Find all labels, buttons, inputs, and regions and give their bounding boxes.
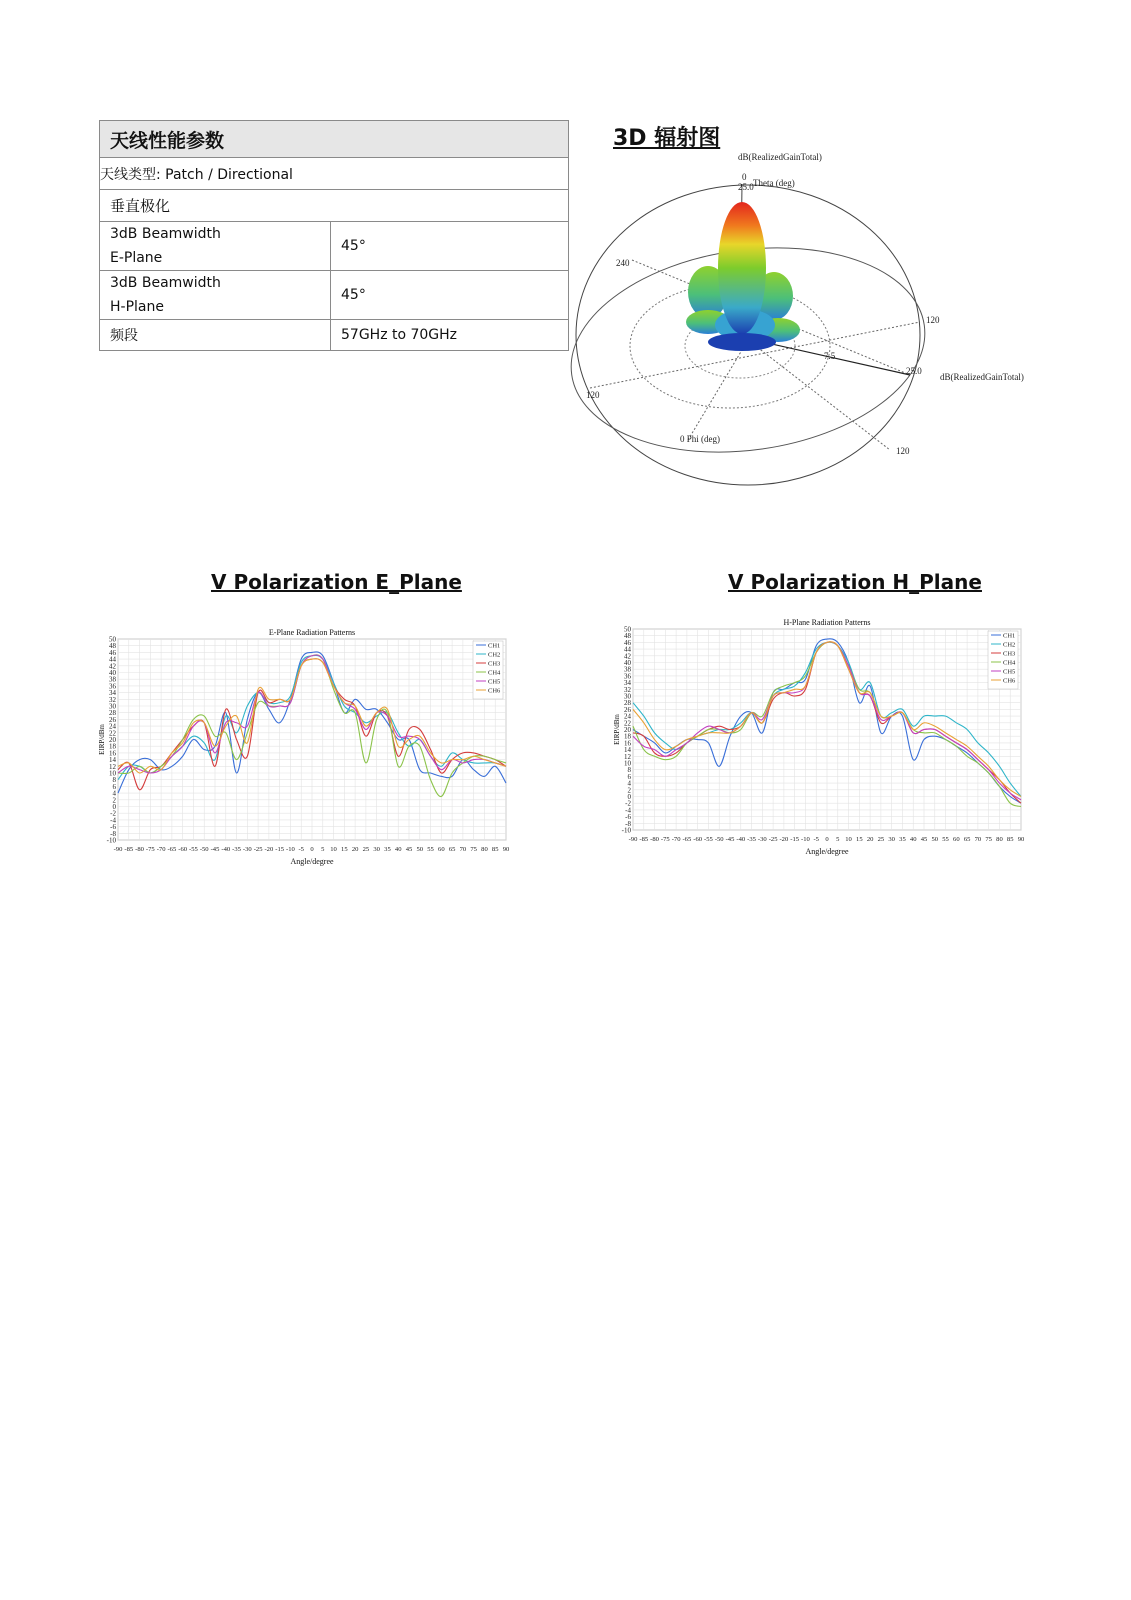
y-tick-label: -8	[625, 819, 631, 828]
gain-top-label: dB(RealizedGainTotal)	[738, 152, 822, 162]
y-tick-label: 42	[109, 662, 116, 671]
x-tick-label: -80	[650, 836, 659, 843]
legend-label: CH1	[1003, 632, 1016, 640]
x-tick-label: 80	[481, 846, 488, 853]
x-tick-label: -75	[145, 846, 155, 853]
y-tick-label: 44	[109, 655, 116, 664]
y-tick-label: -10	[106, 836, 116, 845]
legend-label: CH6	[488, 687, 501, 695]
y-tick-label: 34	[109, 689, 116, 698]
e-plane-beamwidth-value: 45°	[331, 222, 569, 271]
x-tick-label: 50	[931, 836, 939, 843]
x-tick-label: 5	[321, 846, 325, 853]
x-axis-label: Angle/degree	[805, 847, 849, 856]
legend-label: CH6	[1003, 677, 1016, 685]
y-tick-label: 24	[624, 712, 631, 721]
y-tick-label: 6	[627, 772, 631, 781]
y-tick-label: 4	[112, 789, 116, 798]
y-tick-label: 48	[624, 632, 631, 641]
radiation-3d-title: 3D 辐射图	[613, 126, 721, 151]
y-tick-label: 32	[109, 695, 116, 704]
y-tick-label: 12	[109, 762, 116, 771]
legend-label: CH3	[488, 660, 501, 668]
x-tick-label: -5	[813, 836, 819, 843]
band-value: 57GHz to 70GHz	[331, 320, 569, 351]
y-tick-label: 2	[112, 796, 116, 805]
x-tick-label: -50	[199, 846, 209, 853]
e-plane-heading: V Polarization E_Plane	[211, 570, 462, 594]
y-tick-label: 20	[624, 726, 631, 734]
y-tick-label: 48	[109, 642, 116, 651]
x-tick-label: -65	[682, 836, 692, 843]
y-tick-label: 12	[624, 752, 631, 761]
y-tick-label: 22	[624, 719, 631, 728]
x-tick-label: 90	[502, 846, 510, 853]
y-tick-label: 14	[109, 756, 116, 765]
x-tick-label: -40	[736, 836, 746, 843]
y-tick-label: 8	[627, 766, 631, 775]
x-tick-label: 25	[877, 836, 885, 843]
y-tick-label: 28	[109, 709, 116, 718]
y-tick-label: 40	[109, 669, 116, 677]
x-tick-label: -30	[242, 846, 252, 853]
y-tick-label: 46	[109, 648, 116, 657]
x-tick-label: 40	[394, 846, 402, 853]
zero-label: 0	[742, 172, 747, 182]
x-tick-label: 0	[825, 836, 829, 843]
axis-line	[688, 340, 748, 440]
e-plane-chart-svg	[98, 625, 526, 900]
h-plane-beamwidth-row	[100, 271, 569, 320]
y-tick-label: 46	[624, 638, 631, 647]
x-tick-label: -65	[167, 846, 177, 853]
x-tick-label: 15	[856, 836, 863, 843]
band-label: 频段	[100, 320, 331, 351]
y-tick-label: 6	[112, 782, 116, 791]
antenna-spec-table	[99, 120, 569, 351]
y-tick-label: 22	[109, 729, 116, 738]
x-tick-label: -85	[124, 846, 134, 853]
x-tick-label: -45	[725, 836, 735, 843]
chart-title: H-Plane Radiation Patterns	[783, 618, 871, 627]
legend-label: CH3	[1003, 650, 1016, 658]
x-tick-label: 80	[996, 836, 1003, 843]
x-tick-label: -20	[264, 846, 274, 853]
right-axis-label: dB(RealizedGainTotal)	[940, 372, 1024, 382]
x-tick-label: -90	[113, 846, 123, 853]
x-tick-label: -25	[768, 836, 778, 843]
legend-label: CH5	[1003, 668, 1016, 676]
h-plane-chart-svg	[613, 615, 1041, 890]
y-tick-label: 32	[624, 685, 631, 694]
y-tick-label: 16	[624, 739, 631, 748]
y-tick-label: -2	[625, 799, 631, 808]
y-tick-label: 24	[109, 722, 116, 731]
y-tick-label: 8	[112, 776, 116, 785]
h-plane-beamwidth-value: 45°	[331, 271, 569, 320]
lobe-base	[708, 333, 776, 351]
label-240: 240	[616, 258, 630, 268]
y-tick-label: 20	[109, 736, 116, 744]
x-tick-label: 10	[330, 846, 337, 853]
y-tick-label: 0	[112, 803, 116, 811]
x-tick-label: 20	[866, 836, 874, 843]
beamwidth-label-line1: 3dB Beamwidth	[110, 226, 221, 242]
y-tick-label: 44	[624, 645, 631, 654]
radiation-3d-plot	[570, 150, 1070, 520]
y-tick-label: 10	[109, 769, 116, 778]
e-plane-beamwidth-label	[100, 222, 331, 271]
y-tick-label: 26	[624, 705, 631, 714]
y-tick-label: 36	[109, 682, 116, 691]
main-lobe	[718, 202, 766, 334]
y-tick-label: 26	[109, 715, 116, 724]
chart-title: E-Plane Radiation Patterns	[268, 628, 356, 637]
y-tick-label: -2	[110, 809, 116, 818]
y-tick-label: 18	[109, 742, 116, 751]
y-tick-label: -10	[621, 826, 631, 835]
x-tick-label: -30	[757, 836, 767, 843]
x-tick-label: 65	[963, 836, 971, 843]
x-tick-label: 15	[341, 846, 348, 853]
y-tick-label: -8	[110, 829, 116, 838]
y-tick-label: 28	[624, 699, 631, 708]
y-tick-label: 36	[624, 672, 631, 681]
x-tick-label: -85	[639, 836, 649, 843]
x-tick-label: -5	[298, 846, 304, 853]
x-tick-label: -60	[178, 846, 188, 853]
x-tick-label: -10	[801, 836, 810, 843]
label-120-left: 120	[586, 390, 600, 400]
polarization-cell: 垂直极化	[100, 190, 569, 222]
x-tick-label: 65	[448, 846, 456, 853]
x-tick-label: -35	[747, 836, 756, 843]
label-7-5: 7.5	[824, 351, 836, 361]
spec-table-title: 天线性能参数	[100, 121, 569, 158]
legend-label: CH4	[488, 669, 501, 677]
h-plane-beamwidth-label	[100, 271, 331, 320]
x-tick-label: -70	[156, 846, 166, 853]
e-plane-chart	[98, 625, 526, 905]
x-tick-label: -55	[704, 836, 713, 843]
e-plane-beamwidth-row	[100, 222, 569, 271]
max-label: 25.0	[738, 182, 754, 192]
x-tick-label: 75	[985, 836, 992, 843]
y-tick-label: 34	[624, 679, 631, 688]
y-tick-label: -6	[625, 813, 631, 822]
label-25-0-right: 25.0	[906, 366, 922, 376]
x-tick-label: -35	[232, 846, 241, 853]
x-tick-label: -80	[135, 846, 144, 853]
x-tick-label: 70	[459, 846, 467, 853]
x-tick-label: -20	[779, 836, 789, 843]
x-tick-label: 45	[405, 846, 413, 853]
legend-label: CH1	[488, 642, 501, 650]
x-tick-label: -60	[693, 836, 703, 843]
x-tick-label: 35	[899, 836, 906, 843]
beamwidth-label-line2: H-Plane	[110, 299, 164, 315]
y-tick-label: 38	[109, 675, 116, 684]
x-tick-label: -40	[221, 846, 231, 853]
x-tick-label: 10	[845, 836, 852, 843]
x-tick-label: -15	[275, 846, 285, 853]
x-tick-label: 35	[384, 846, 391, 853]
x-tick-label: 45	[920, 836, 928, 843]
legend-label: CH2	[1003, 641, 1016, 649]
x-axis-label: Angle/degree	[290, 857, 334, 866]
legend-label: CH5	[488, 678, 501, 686]
x-tick-label: -10	[286, 846, 295, 853]
x-tick-label: 25	[362, 846, 370, 853]
x-tick-label: 40	[909, 836, 917, 843]
x-tick-label: 0	[310, 846, 314, 853]
x-tick-label: 85	[491, 846, 499, 853]
y-tick-label: 18	[624, 732, 631, 741]
y-axis-label: EIRP/dBm	[613, 714, 621, 745]
x-tick-label: -90	[628, 836, 638, 843]
y-tick-label: 10	[624, 759, 631, 768]
y-tick-label: 38	[624, 665, 631, 674]
x-tick-label: 60	[438, 846, 445, 853]
y-tick-label: 50	[109, 635, 116, 644]
x-tick-label: 90	[1017, 836, 1025, 843]
x-tick-label: 55	[942, 836, 949, 843]
phi-label: 0 Phi (deg)	[680, 434, 720, 444]
y-tick-label: 14	[624, 746, 631, 755]
x-tick-label: -45	[210, 846, 220, 853]
x-tick-label: 30	[373, 846, 380, 853]
x-tick-label: 75	[470, 846, 477, 853]
y-tick-label: 0	[627, 793, 631, 801]
beamwidth-label-line1: 3dB Beamwidth	[110, 275, 221, 291]
x-tick-label: -50	[714, 836, 724, 843]
x-tick-label: 60	[953, 836, 960, 843]
y-tick-label: 4	[627, 779, 631, 788]
x-tick-label: 85	[1006, 836, 1014, 843]
x-tick-label: 20	[351, 846, 359, 853]
y-tick-label: 2	[627, 786, 631, 795]
x-tick-label: -15	[790, 836, 800, 843]
h-plane-chart	[613, 615, 1041, 895]
x-tick-label: 55	[427, 846, 434, 853]
label-120-bottom: 120	[896, 446, 910, 456]
x-tick-label: 5	[836, 836, 840, 843]
y-tick-label: 16	[109, 749, 116, 758]
legend-label: CH4	[1003, 659, 1016, 667]
theta-label: Theta (deg)	[753, 178, 795, 188]
x-tick-label: 70	[974, 836, 982, 843]
x-tick-label: -70	[671, 836, 681, 843]
h-plane-heading: V Polarization H_Plane	[728, 570, 982, 594]
label-120-right: 120	[926, 315, 940, 325]
y-tick-label: -4	[625, 806, 631, 815]
beamwidth-label-line2: E-Plane	[110, 250, 163, 266]
x-tick-label: 30	[888, 836, 895, 843]
antenna-type-cell: 天线类型: Patch / Directional	[100, 158, 569, 190]
axis-line	[748, 340, 890, 450]
y-tick-label: 30	[109, 702, 116, 711]
legend-label: CH2	[488, 651, 501, 659]
x-tick-label: -55	[189, 846, 198, 853]
y-tick-label: 40	[624, 659, 631, 667]
x-tick-label: -25	[253, 846, 263, 853]
y-tick-label: 42	[624, 652, 631, 661]
x-tick-label: -75	[660, 836, 670, 843]
y-tick-label: 30	[624, 692, 631, 701]
y-tick-label: -6	[110, 823, 116, 832]
y-tick-label: -4	[110, 816, 116, 825]
x-tick-label: 50	[416, 846, 424, 853]
y-tick-label: 50	[624, 625, 631, 634]
y-axis-label: EIRP/dBm	[98, 724, 106, 755]
